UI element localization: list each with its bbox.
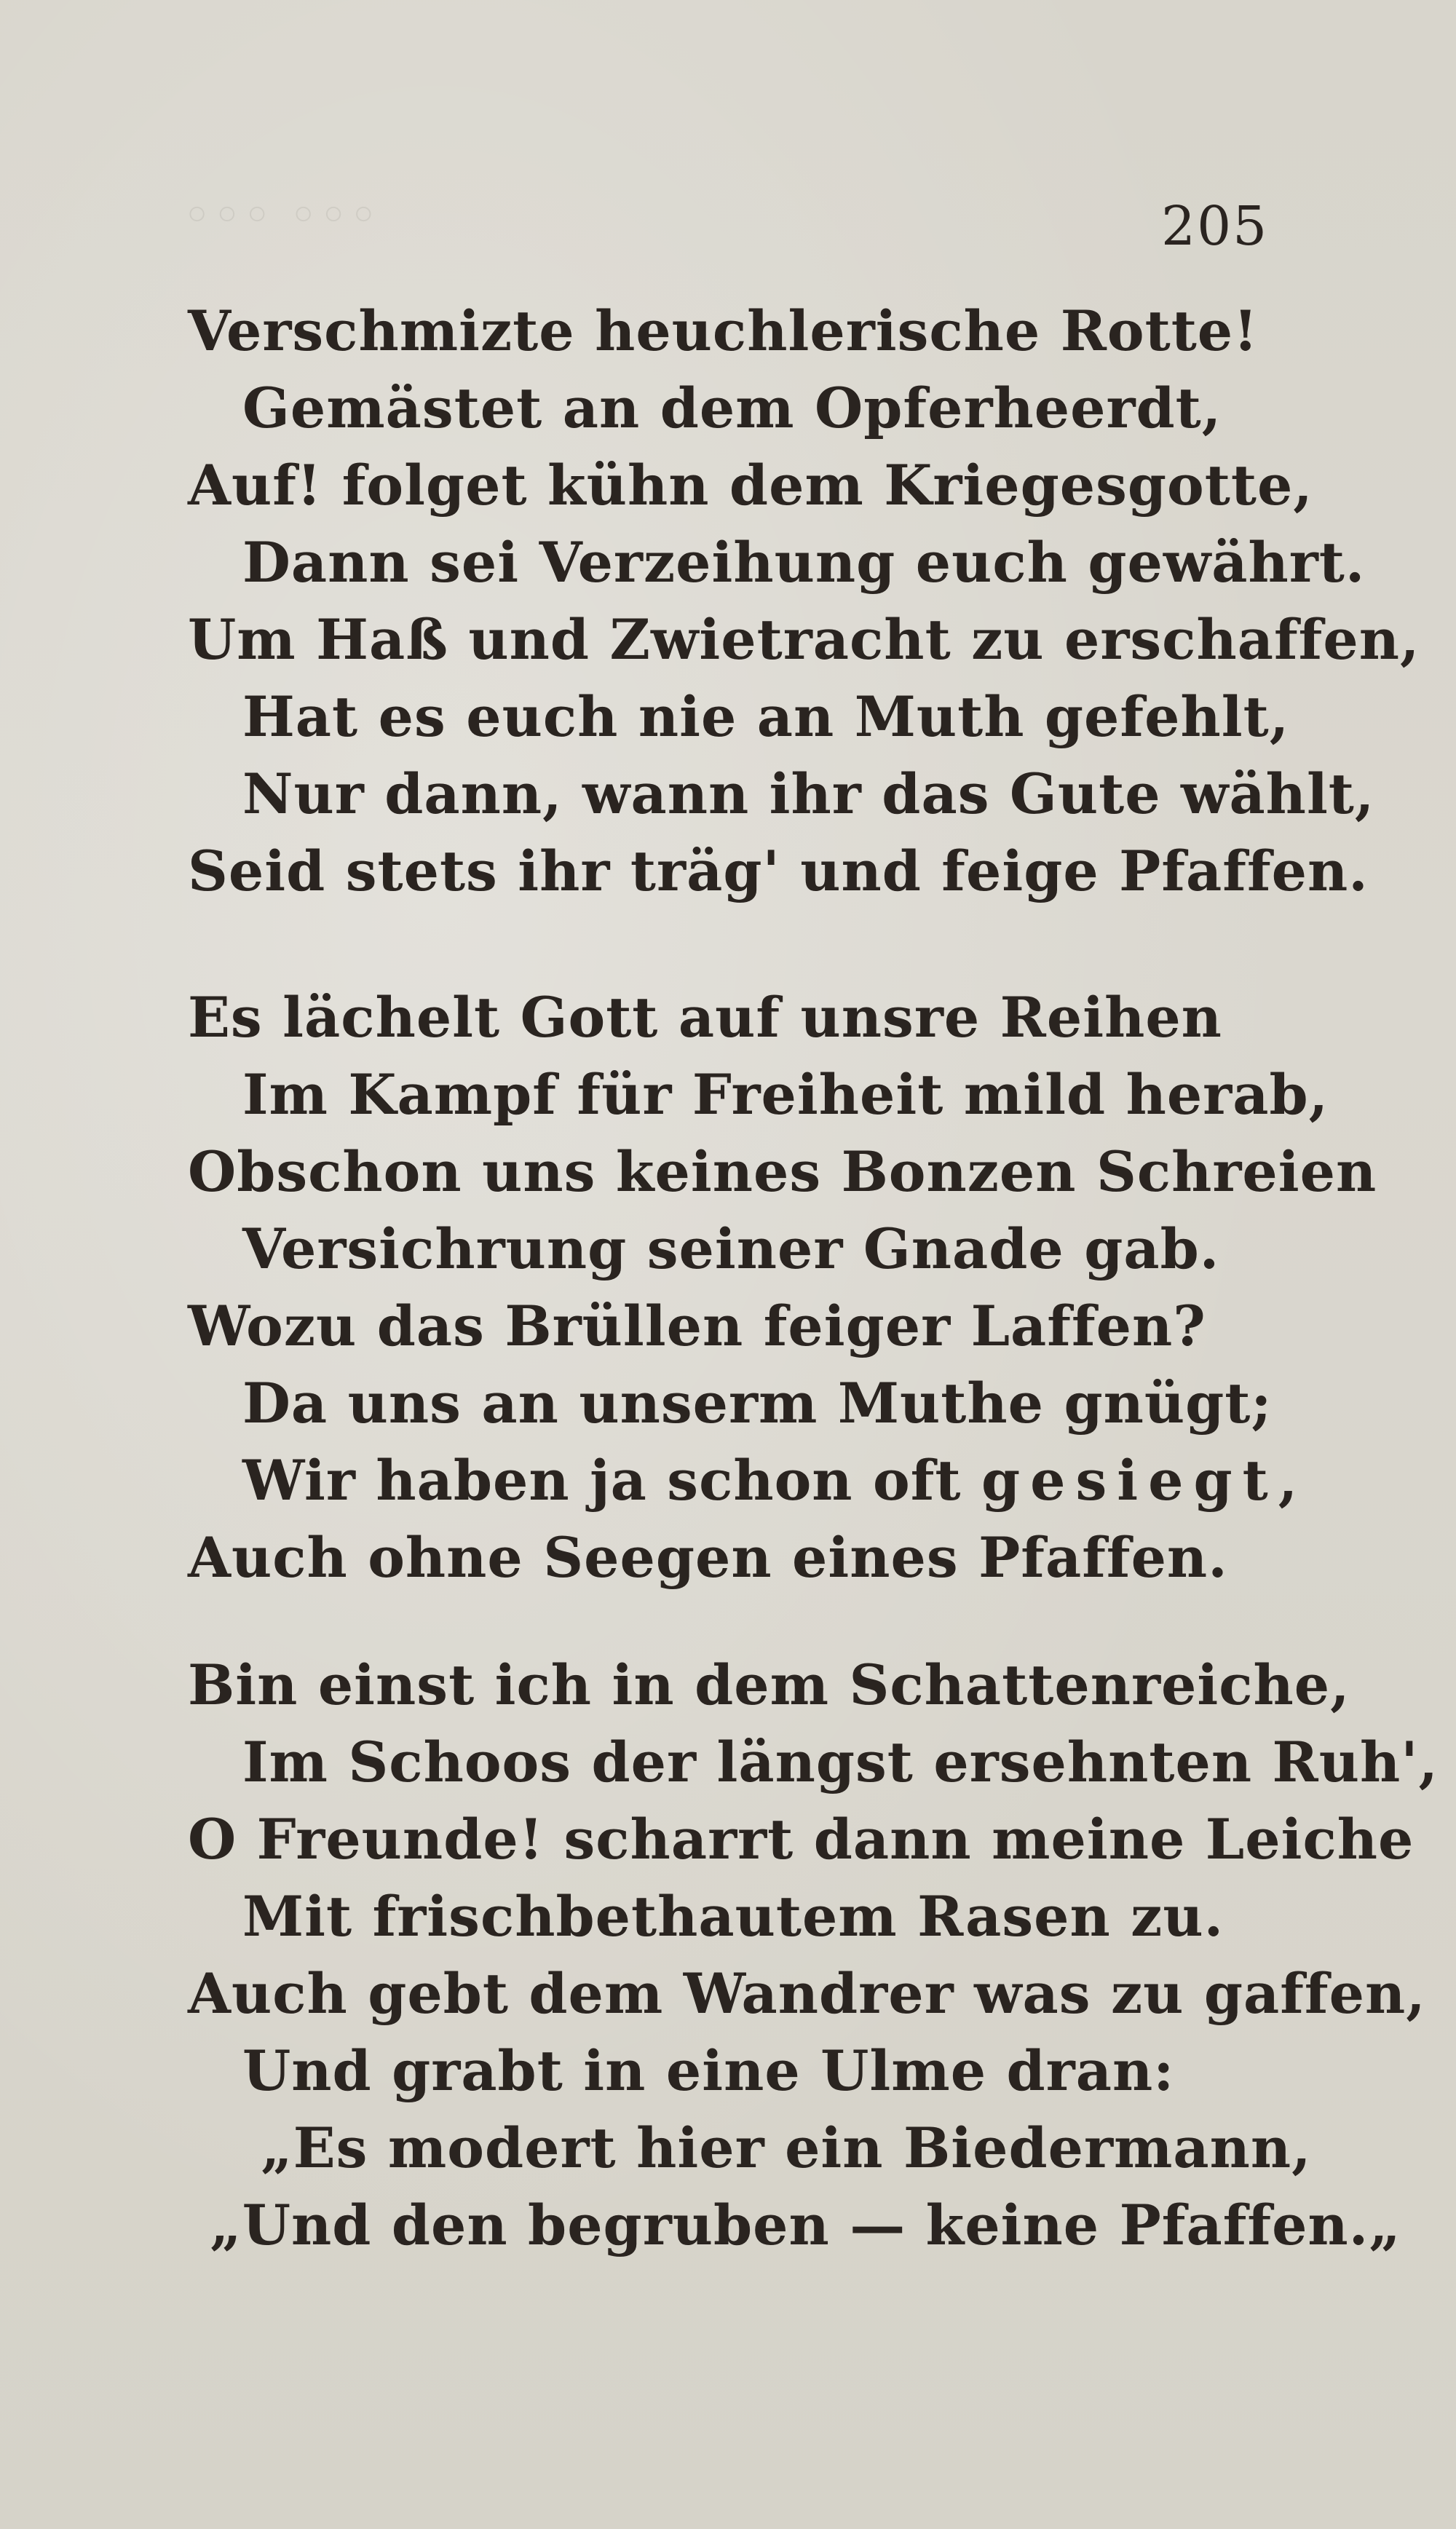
verse-line: Dann sei Verzeihung euch gewährt.	[242, 530, 1366, 595]
verse-line	[188, 1442, 1353, 1519]
verse-line: Obschon uns keines Bonzen Schreien	[188, 1139, 1377, 1204]
page-number: 205	[1161, 195, 1269, 258]
verse-line: Im Schoos der längst ersehnten Ruh',	[242, 1730, 1439, 1794]
show-through-decoration: ◦◦◦ ◦◦◦	[182, 186, 379, 245]
verse-line: Und grabt in eine Ulme dran:	[242, 2038, 1175, 2103]
verse-line: Versichrung seiner Gnade gab.	[242, 1216, 1220, 1281]
verse-line: Auch gebt dem Wandrer was zu gaffen,	[188, 1961, 1426, 2026]
verse-line: Es lächelt Gott auf unsre Reihen	[188, 985, 1222, 1050]
verse-line: Bin einst ich in dem Schattenreiche,	[188, 1653, 1350, 1717]
verse-text: ,	[1278, 1448, 1299, 1513]
verse-line: Auf! folget kühn dem Kriegesgotte,	[188, 453, 1313, 518]
verse-line: Seid stets ihr träg' und feige Pfaffen.	[188, 839, 1369, 903]
verse-line: Gemästet an dem Opferheerdt,	[242, 376, 1222, 440]
verse-line: Verschmizte heuchlerische Rotte!	[188, 298, 1259, 363]
verse-line: Hat es euch nie an Muth gefehlt,	[242, 684, 1290, 749]
stanza-1	[188, 293, 1420, 910]
verse-line: Im Kampf für Freiheit mild herab,	[242, 1062, 1329, 1127]
verse-line: Mit frischbethautem Rasen zu.	[242, 1884, 1224, 1949]
verse-line: O Freunde! scharrt dann meine Leiche	[188, 1807, 1415, 1872]
verse-line: Wozu das Brüllen feiger Laffen?	[188, 1294, 1206, 1358]
verse-line: Um Haß und Zwietracht zu erschaffen,	[188, 607, 1420, 672]
stanza-2	[188, 979, 1377, 1596]
stanza-3	[188, 1647, 1439, 2264]
verse-line: Da uns an unserm Muthe gnügt;	[242, 1371, 1273, 1436]
verse-line: Auch ohne Seegen eines Pfaffen.	[188, 1525, 1228, 1590]
verse-line: Nur dann, wann ihr das Gute wählt,	[242, 761, 1375, 826]
verse-text: Wir haben ja schon oft	[242, 1448, 981, 1513]
verse-line: „Es modert hier ein Biedermann,	[261, 2116, 1312, 2180]
emphasized-word: gesiegt	[981, 1448, 1278, 1513]
verse-line: „Und den begruben — keine Pfaffen.„	[210, 2193, 1401, 2257]
